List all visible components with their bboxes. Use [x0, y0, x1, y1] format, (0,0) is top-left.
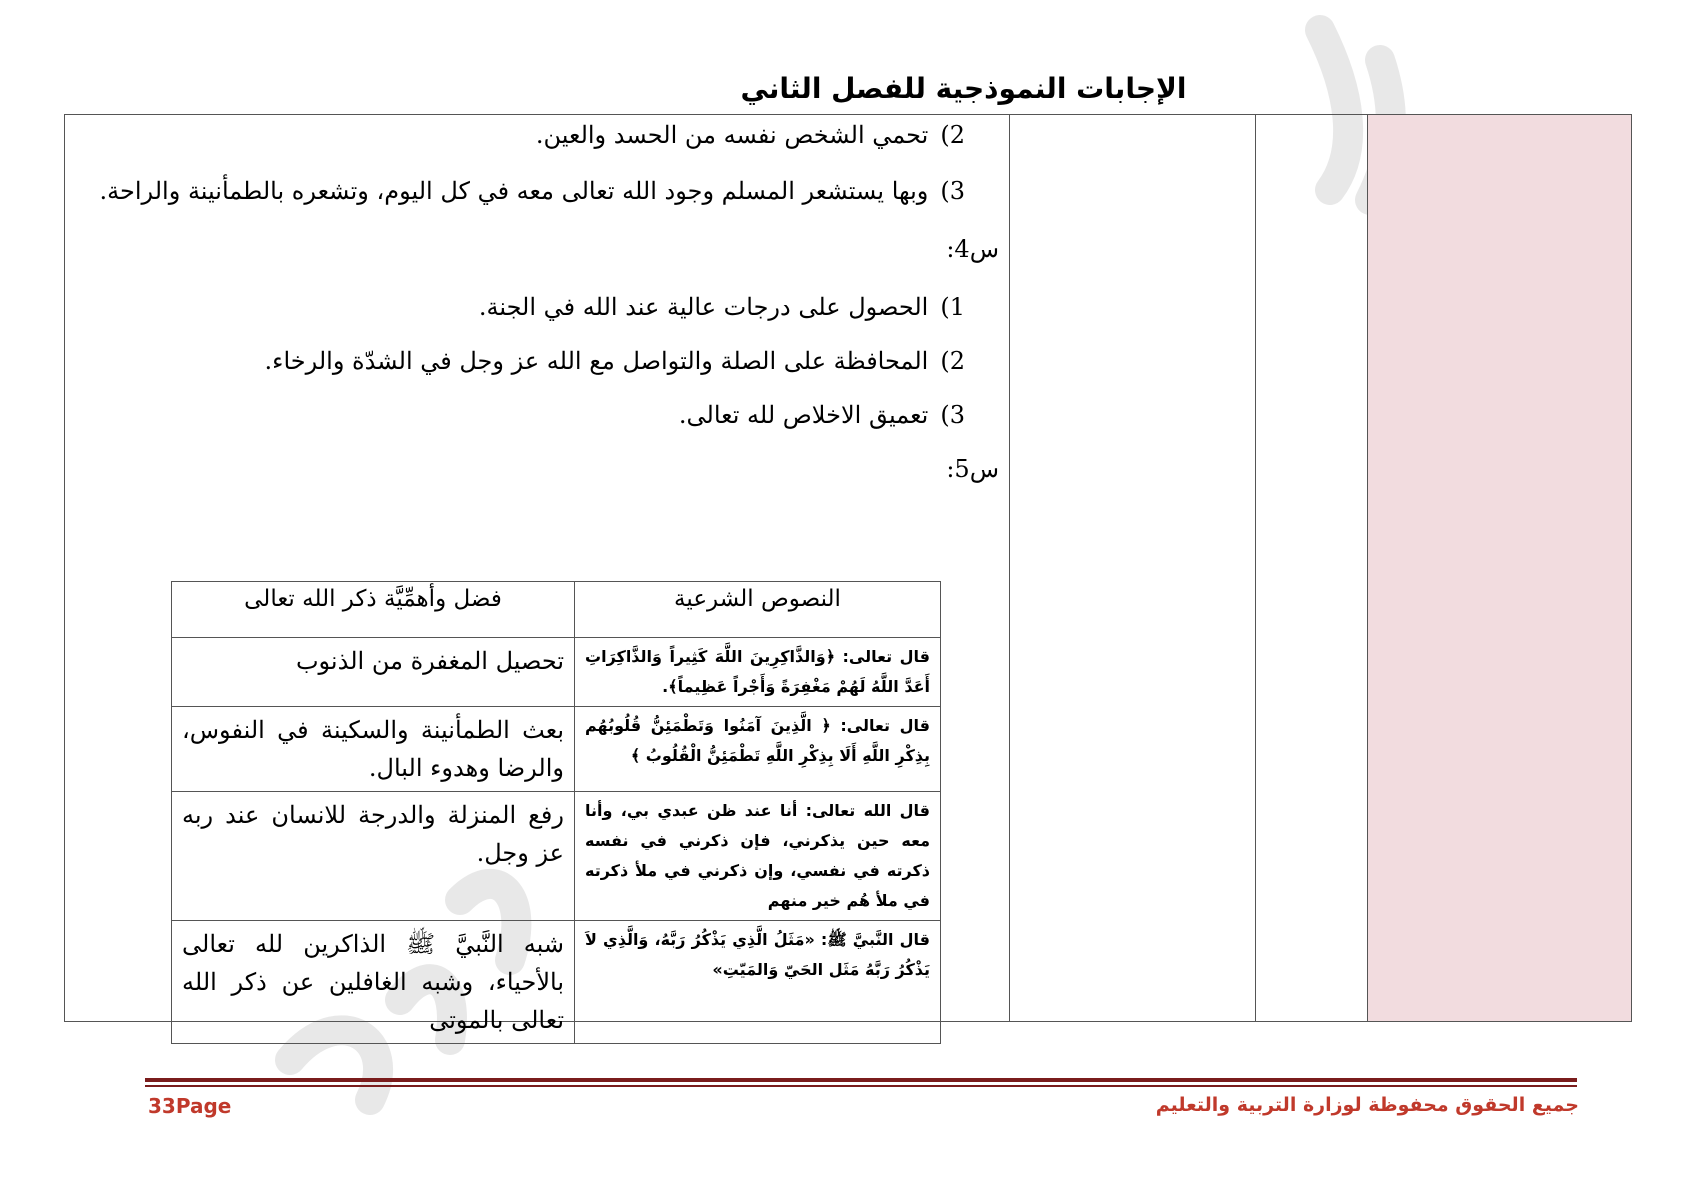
main-table — [64, 114, 1632, 1034]
highlight-column — [1367, 115, 1631, 1021]
copyright-notice: جميع الحقوق محفوظة لوزارة التربية والتعليم — [1155, 1094, 1579, 1116]
merit-text: تحصيل المغفرة من الذنوب — [172, 638, 575, 707]
page-number: 33Page — [148, 1094, 232, 1118]
merit-text: رفع المنزلة والدرجة للانسان عند ربه عز وجل. — [172, 792, 575, 921]
question-label: س4: — [946, 235, 999, 263]
sharia-text: قال الله تعالى: أنا عند ظن عبدي بي، وأنا معه حين يذكرني، فإن ذكرني في نفسه ذكرته في نفسي، وإن ذكرني في ملأ ذكرته في ملأ هُم خير منهم — [575, 792, 941, 921]
header-texts: النصوص الشرعية — [575, 582, 941, 638]
sharia-text: قال النَّبيَّ ﷺ: «مَثَلُ الَّذِي يَذْكُرُ رَبَّهُ، وَالَّذِي لاَ يَذْكُرُ رَبَّهُ مَثَل الحَيّ وَالمَيّتِ» — [575, 921, 941, 1044]
merit-text: شبه النَّبيَّ ﷺ الذاكرين لله تعالى بالأحياء، وشبه الغافلين عن ذكر الله تعالى بالموتى — [172, 921, 575, 1044]
answer-line: 2)المحافظة على الصلة والتواصل مع الله عز وجل في الشدّة والرخاء. — [264, 347, 965, 375]
sharia-text: قال تعالى: ﴿وَالذَّاكِرِينَ اللَّهَ كَثِيراً وَالذَّاكِرَاتِ أَعَدَّ اللَّهُ لَهُمْ مَغْفِرَةً وَأَجْراً عَظِيماً﴾. — [575, 638, 941, 707]
question-label: س5: — [946, 455, 999, 483]
answer-line: 1)الحصول على درجات عالية عند الله في الجنة. — [478, 293, 965, 321]
page-title: الإجابات النموذجية للفصل الثاني — [740, 72, 1187, 105]
column-divider — [1009, 115, 1010, 1021]
footer-divider — [145, 1085, 1577, 1087]
header-merits: فضل وأهمِّيَّة ذكر الله تعالى — [172, 582, 575, 638]
answer-line: 3)وبها يستشعر المسلم وجود الله تعالى معه في كل اليوم، وتشعره بالطمأنينة والراحة. — [99, 177, 965, 205]
sharia-text: قال تعالى: ﴿ الَّذِينَ آمَنُوا وَتَطْمَئِنُّ قُلُوبُهُم بِذِكْرِ اللَّهِ أَلَا بِذِكْرِ اللَّهِ تَطْمَئِنُّ الْقُلُوبُ ﴾ — [575, 707, 941, 792]
column-divider — [1367, 115, 1368, 1021]
texts-merits-table — [171, 581, 941, 1044]
answer-line: 2)تحمي الشخص نفسه من الحسد والعين. — [535, 121, 965, 149]
answers-column — [65, 115, 1009, 1034]
column-divider — [1255, 115, 1256, 1021]
answer-line: 3)تعميق الاخلاص لله تعالى. — [678, 401, 965, 429]
merit-text: بعث الطمأنينة والسكينة في النفوس، والرضا وهدوء البال. — [172, 707, 575, 792]
footer-divider — [145, 1078, 1577, 1082]
